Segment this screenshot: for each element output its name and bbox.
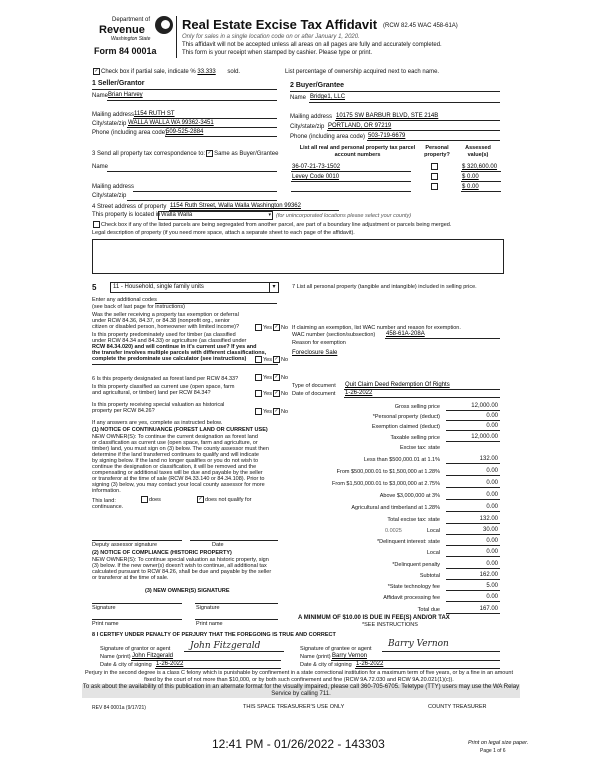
personal-property-checkbox-2[interactable] xyxy=(431,173,438,180)
tax-value-8[interactable]: 0.00 xyxy=(486,492,498,498)
form-number: Form 84 0001a xyxy=(94,46,157,56)
tax-value-16[interactable]: 5.00 xyxy=(486,583,498,589)
q2-line3: RCW 84.34.020) and will continue in it's current use? If yes and xyxy=(92,344,257,350)
parcel-1[interactable]: 36-07-21-73-1502 xyxy=(292,164,341,170)
s6-q2-yes-checkbox[interactable] xyxy=(255,390,262,397)
treasurer-use: THIS SPACE TREASURER'S USE ONLY xyxy=(243,704,345,710)
tax-label-7: From $1,500,000.01 to $3,000,000 at 2.75% xyxy=(332,481,440,487)
use-code-select[interactable]: 11 - Household, single family units ▾ xyxy=(110,282,279,293)
notice1-l3: timber) land, you must sign on (3) below. The county assessor must then xyxy=(92,446,269,452)
partial-percent[interactable]: 33.333 xyxy=(197,69,216,76)
personal-property-checkbox-3[interactable] xyxy=(431,183,438,190)
partial-list-note: List percentage of ownership acquired next to each name. xyxy=(285,69,440,75)
assessed-2[interactable]: $ 0.00 xyxy=(462,174,479,180)
section3-row: 3 Send all property tax correspondence to: ✓ Same as Buyer/Grantee xyxy=(92,150,279,158)
tax-label-15: Subtotal xyxy=(419,573,440,579)
segregated-checkbox[interactable] xyxy=(93,221,100,228)
grantee-date-label: Date & city of signing xyxy=(300,662,352,668)
header-divider xyxy=(176,16,177,58)
seller-city[interactable]: WALLA WALLA WA 99362-3451 xyxy=(128,120,214,126)
notice2-l4: or transferor at the time of sale. xyxy=(92,575,169,581)
tax-value-5[interactable]: 132.00 xyxy=(479,456,498,462)
does-checkbox[interactable] xyxy=(141,496,148,503)
notice1-l1: NEW OWNER(S): To continue the current designation as forest land xyxy=(92,434,258,440)
legal-description-box[interactable] xyxy=(92,239,504,274)
grantee-name-label: Name (print) xyxy=(300,654,331,660)
doc-date[interactable]: 1-26-2022 xyxy=(345,390,373,396)
buyer-name[interactable]: Bridge1, LLC xyxy=(310,94,346,100)
q2-yes-checkbox[interactable] xyxy=(255,356,262,363)
partial-checkbox[interactable]: ✓ xyxy=(94,68,99,74)
q2-line2: under RCW 84.34 and 84.33) or agriculture (as classified under xyxy=(92,338,247,344)
tax-value-12[interactable]: 0.00 xyxy=(486,538,498,544)
parcels-col3: Assessed value(s) xyxy=(465,145,491,158)
owner-signature-label-2: Signature xyxy=(196,605,220,611)
rev-number: REV 84 0001a (9/17/21) xyxy=(92,705,146,711)
segregated-row: Check box if any of the listed parcels are being segregated from another parcel, are part of a boundary line adjustment or parcels being merged. xyxy=(92,221,451,228)
parcels-col1: List all real and personal property tax parcel account numbers xyxy=(299,145,416,158)
buyer-mailing[interactable]: 10175 SW BARBUR BLVD, STE 214B xyxy=(336,113,439,119)
section3-name-label: Name xyxy=(92,164,109,170)
s6-q2-answer: Yes ✓ No xyxy=(254,390,288,397)
buyer-heading: 2 Buyer/Grantee xyxy=(290,82,345,89)
notice1-l8: or transferor at the time of sale (RCW 84.33.140 or 84.34.108). Prior to xyxy=(92,476,265,482)
buyer-phone-label: Phone (including area code) xyxy=(290,134,366,140)
header-sub2: This affidavit will not be accepted unless all areas on all pages are fully and accurately completed. xyxy=(182,42,442,48)
q1-yes-checkbox[interactable] xyxy=(255,324,262,331)
buyer-phone[interactable]: 503-719-6679 xyxy=(368,133,406,139)
q1-line3: citizen or disabled person, homeowner with limited income)? xyxy=(92,324,240,330)
section3-mailing-label: Mailing address xyxy=(92,184,135,190)
tax-value-3[interactable]: 12,000.00 xyxy=(471,434,498,440)
street-address[interactable]: 1154 Ruth Street, Walla Walla Washington 99362 xyxy=(170,203,301,209)
exempt-label: If claiming an exemption, list WAC number and reason for exemption. xyxy=(292,325,461,331)
new-owner-sig-title: (3) NEW OWNER(S) SIGNATURE xyxy=(145,588,230,594)
chevron-down-icon: ▾ xyxy=(268,212,271,218)
s6-q2-line1: Is this property classified as current use (open space, farm xyxy=(92,384,235,390)
notice1-title: (1) NOTICE OF CONTINUANCE (FOREST LAND OR CURRENT USE) xyxy=(92,427,268,433)
q1-no-checkbox[interactable]: ✓ xyxy=(274,324,279,330)
same-as-buyer-checkbox[interactable]: ✓ xyxy=(207,150,212,156)
s6-q2-no-checkbox[interactable]: ✓ xyxy=(274,390,279,396)
does-not-option: ✓ does not qualify for xyxy=(198,496,252,503)
s6-q1-answer: Yes ✓ No xyxy=(254,374,288,381)
seller-mailing[interactable]: 1154 RUTH ST xyxy=(134,111,175,117)
tax-value-11[interactable]: 30.00 xyxy=(482,527,498,533)
tax-value-10[interactable]: 132.00 xyxy=(479,516,498,522)
tax-label-8: Above $3,000,000 at 3% xyxy=(379,493,440,499)
q1-line2: under RCW 84.36, 84.37, or 84.38 (nonprofit org., senior xyxy=(92,318,230,324)
grantee-name[interactable]: Barry Vernon xyxy=(332,653,368,659)
doc-type[interactable]: Quit Claim Deed Redemption Of Rights xyxy=(345,382,450,388)
notice2-l3: calculated pursuant to RCW 84.26, shall be due and payable by the seller xyxy=(92,569,272,575)
parcels-col2: Personal property? xyxy=(424,145,450,158)
notice1-l5: by signing below. If the land no longer qualifies or you do not wish to xyxy=(92,458,259,464)
this-land-label: This land: xyxy=(92,498,116,504)
exemption-reason[interactable]: Foreclosure Sale xyxy=(292,350,338,356)
notice2-l1: NEW OWNER(S): To continue special valuation as historic property, sign xyxy=(92,557,269,563)
tax-label-6: From $500,000.01 to $1,500,000 at 1.28% xyxy=(336,469,440,475)
tax-label-13: Local xyxy=(426,550,440,556)
owner-print-label-2: Print name xyxy=(196,621,223,627)
tax-label-2: Exemption claimed (deduct) xyxy=(371,424,440,430)
tax-value-18[interactable]: 167.00 xyxy=(479,606,498,612)
notice2-l2: (3) below. If the new owner(s) doesn't wish to continue, all additional tax xyxy=(92,563,267,569)
assessed-1[interactable]: $ 320,600.00 xyxy=(462,164,498,170)
grantor-name[interactable]: John Fitzgerald xyxy=(132,653,174,659)
owner-signature-label-1: Signature xyxy=(92,605,116,611)
doc-date-label: Date of document xyxy=(292,391,336,397)
county-treasurer: COUNTY TREASURER xyxy=(428,704,487,710)
seller-mailing-label: Mailing address xyxy=(92,112,135,118)
s6-q1: 6 Is this property designated as forest land per RCW 84.33? xyxy=(92,376,239,382)
page-number: Page 1 of 6 xyxy=(480,748,506,754)
grantor-sig-label: Signature of grantor or agent xyxy=(100,646,171,652)
header-sub3: This form is your receipt when stamped by cashier. Please type or print. xyxy=(182,50,373,56)
see-instructions: *SEE INSTRUCTIONS xyxy=(362,622,418,628)
section3-city-label: City/state/zip xyxy=(92,193,127,199)
tax-label-10: Total excise tax: state xyxy=(387,517,440,523)
wac-label: WAC number (section/subsection) xyxy=(292,332,376,338)
header-sub1: Only for sales in a single location code on or after January 1, 2020. xyxy=(182,34,360,40)
notice2-title: (2) NOTICE OF COMPLIANCE (HISTORIC PROPERTY) xyxy=(92,550,232,556)
s6-q3-line1: Is this property receiving special valuation as historical xyxy=(92,402,225,408)
s6-q1-no-checkbox[interactable]: ✓ xyxy=(274,374,279,380)
tax-value-9[interactable]: 0.00 xyxy=(486,504,498,510)
grantor-signature[interactable]: John Fitzgerald xyxy=(190,641,261,651)
tax-value-6[interactable]: 0.00 xyxy=(486,468,498,474)
does-option: does xyxy=(140,496,161,503)
seller-city-label: City/state/zip xyxy=(92,121,127,127)
grantee-signature[interactable]: Barry Vernon xyxy=(388,639,449,649)
s6-q3-line2: property per RCW 84.26? xyxy=(92,408,155,414)
deputy-date-label: Date xyxy=(212,542,224,548)
located-note: (for unincorporated locations please select your county) xyxy=(276,213,412,219)
alt-format-notice: To ask about the availability of this publication in an alternate format for the visually impaired, please call 360-705-6705. Teletype (TTY) users may use the WA Relay Service by calling 711. xyxy=(82,684,520,697)
tax-label-4: Excise tax: state xyxy=(399,445,440,451)
grantor-date[interactable]: 1-26-2022 xyxy=(156,661,184,667)
minimum-note: A MINIMUM OF $10.00 IS DUE IN FEE(S) AND/OR TAX xyxy=(298,615,450,621)
receipt-stamp: 12:41 PM - 01/26/2022 - 143303 xyxy=(212,737,385,751)
grantor-date-label: Date & city of signing xyxy=(100,662,152,668)
reason-label: Reason for exemption xyxy=(292,340,346,346)
owner-print-label-1: Print name xyxy=(92,621,119,627)
notice1-l6: continue the designation or classification, it will be removed and the xyxy=(92,464,257,470)
seller-phone-label: Phone (including area code) xyxy=(92,130,168,136)
doc-type-label: Type of document xyxy=(292,383,336,389)
tax-value-7[interactable]: 0.00 xyxy=(486,480,498,486)
codes-label: Enter any additional codes xyxy=(92,297,157,303)
buyer-mailing-label: Mailing address xyxy=(290,114,333,120)
located-label: This property is located in xyxy=(92,212,161,218)
q2-line5: complete the predominate use calculator (see instructions) xyxy=(92,356,247,362)
dept-state: Washington State xyxy=(111,36,151,42)
tax-label-11: Local xyxy=(426,528,440,534)
tax-value-1[interactable]: 0.00 xyxy=(486,413,498,419)
q1-answer: Yes ✓ No xyxy=(254,324,288,331)
tax-label-9: Agricultural and timberland at 1.28% xyxy=(351,505,440,511)
tax-label-16: *State technology fee xyxy=(387,584,440,590)
deputy-label: Deputy assessor signature xyxy=(92,542,158,548)
q2-line4: the transfer involves multiple parcels with different classifications, xyxy=(92,350,267,356)
notice1-l4: determine if the land transferred continues to qualify and will indicate xyxy=(92,452,259,458)
form-title: Real Estate Excise Tax Affidavit xyxy=(182,17,378,32)
wac-number[interactable]: 458-61A-208A xyxy=(386,331,425,337)
seller-heading: 1 Seller/Grantor xyxy=(92,80,145,87)
notice1-l2: or classification as current use (open space, farm and agriculture, or xyxy=(92,440,258,446)
s6-q3-yes-checkbox[interactable] xyxy=(255,408,262,415)
legal-paper-note: Print on legal size paper. xyxy=(468,740,529,746)
tax-value-17[interactable]: 0.00 xyxy=(486,594,498,600)
assessed-3[interactable]: $ 0.00 xyxy=(462,184,479,190)
s6-q1-yes-checkbox[interactable] xyxy=(255,374,262,381)
tax-label-1: *Personal property (deduct) xyxy=(372,414,440,420)
location-select[interactable]: Walla Walla ▾ xyxy=(158,211,273,220)
tax-label-12: *Delinquent interest: state xyxy=(377,539,440,545)
tax-value-15[interactable]: 162.00 xyxy=(479,572,498,578)
tax-label-5: Less than $500,000.01 at 1.1% xyxy=(363,457,440,463)
buyer-city-label: City/state/zip xyxy=(290,124,325,130)
parcel-2[interactable]: Levey Code 0010 xyxy=(292,174,340,180)
perjury-notice: Perjury in the second degree is a class C felony which is punishable by confinement in a state correctional institution for a maximum term of five years, or by a fine in an amount fixed by the court of not more than $10,000, or by both such confinement and fine (RCW 9A.72.030 and RCW 9A.20.021(1)(c)). xyxy=(85,670,513,683)
legal-description-label: Legal description of property (if you need more space, attach a separate sheet to each page of the affidavit). xyxy=(92,230,355,236)
tax-label-3: Taxable selling price xyxy=(390,435,440,441)
dept-revenue: Revenue xyxy=(99,24,145,36)
tax-label-17: Affidavit processing fee xyxy=(383,595,440,601)
q2-line1: Is this property predominately used for timber (as classified xyxy=(92,332,236,338)
grantor-name-label: Name (print) xyxy=(100,654,131,660)
grantee-sig-label: Signature of grantee or agent xyxy=(300,646,372,652)
tax-label-18: Total due xyxy=(417,607,440,613)
tax-label-14: *Delinquent penalty xyxy=(392,562,440,568)
buyer-name-label: Name xyxy=(290,95,307,101)
tax-value-0[interactable]: 12,000.00 xyxy=(471,403,498,409)
s6-q3-no-checkbox[interactable]: ✓ xyxy=(274,408,279,414)
grantee-date[interactable]: 1-26-2022 xyxy=(356,661,384,667)
q1-line1: Was the seller receiving a property tax exemption or deferral xyxy=(92,312,239,318)
section7-label: 7 List all personal property (tangible and intangible) included in selling price. xyxy=(292,284,477,290)
codes-note: (see back of last page for instructions) xyxy=(92,304,185,310)
dept-line1: Department of xyxy=(112,17,151,23)
q2-no-checkbox[interactable]: ✓ xyxy=(274,356,279,362)
q2-answer: Yes ✓ No xyxy=(254,356,288,363)
tax-value-2[interactable]: 0.00 xyxy=(486,423,498,429)
seller-name-label: Name xyxy=(92,93,109,99)
s6-q3-answer: Yes ✓ No xyxy=(254,408,288,415)
s6-instr: If any answers are yes, complete as instructed below. xyxy=(92,420,223,426)
tax-label-0: Gross selling price xyxy=(394,404,440,410)
personal-property-checkbox-1[interactable] xyxy=(431,163,438,170)
revenue-logo-icon xyxy=(155,16,173,34)
s6-q2-line2: and agricultural, or timber) land per RCW 84.34? xyxy=(92,390,211,396)
continuance-label: continuance. xyxy=(92,504,124,510)
seller-name[interactable]: Brian Harvey xyxy=(108,92,143,98)
buyer-city[interactable]: PORTLAND, OR 97219 xyxy=(328,123,392,129)
notice1-l9: signing (3) below, you may contact your local county assessor for more xyxy=(92,482,265,488)
local-rate: 0.0025 xyxy=(385,528,402,534)
chevron-down-icon: ▾ xyxy=(269,283,278,292)
certify-heading: 8 I CERTIFY UNDER PENALTY OF PERJURY THAT THE FOREGOING IS TRUE AND CORRECT xyxy=(92,632,336,638)
form-rcw: (RCW 82.45 WAC 458-61A) xyxy=(383,23,458,29)
seller-phone[interactable]: 509-525-2884 xyxy=(166,129,204,135)
notice1-l10: information. xyxy=(92,488,121,494)
section5-num: 5 xyxy=(92,283,97,292)
notice1-l7: compensating or additional taxes will be due and payable by the seller xyxy=(92,470,263,476)
tax-value-14[interactable]: 0.00 xyxy=(486,561,498,567)
section4-label: 4 Street address of property xyxy=(92,204,167,210)
partial-row: ✓ Check box if partial sale, indicate % 33.333 sold. xyxy=(94,68,241,76)
does-not-checkbox[interactable]: ✓ xyxy=(198,496,203,502)
tax-value-13[interactable]: 0.00 xyxy=(486,549,498,555)
